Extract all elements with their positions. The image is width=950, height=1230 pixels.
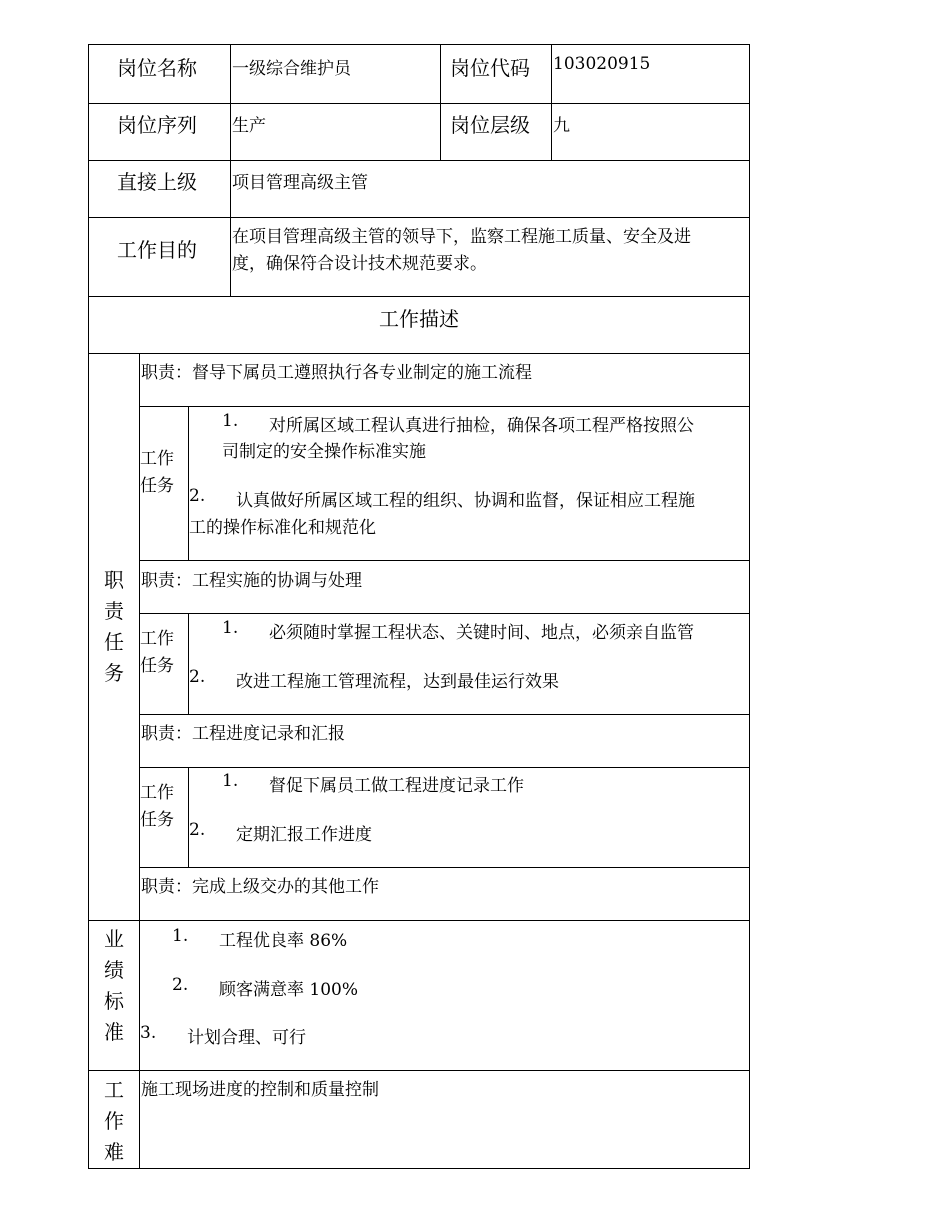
position-name-label: 岗位名称 [117, 56, 197, 80]
performance-item-2-number: 2. [172, 975, 189, 995]
duty-2-task-1-line1: 必须随时掌握工程状态、关键时间、地点，必须亲自监管 [269, 623, 694, 643]
position-name-value: 一级综合维护员 [232, 59, 351, 79]
work-purpose-line1: 在项目管理高级主管的领导下，监察工程施工质量、安全及进 [232, 227, 691, 247]
duty-2-task-label: 工作 任务 [140, 629, 174, 676]
direct-superior-value: 项目管理高级主管 [232, 173, 368, 193]
difficulty-text: 施工现场进度的控制和质量控制 [141, 1080, 379, 1100]
duty-3-task-1-line1: 督促下属员工做工程进度记录工作 [269, 776, 524, 796]
duty-1-task-2-line2: 工的操作标准化和规范化 [189, 518, 376, 538]
duty-1-title: 职责：督导下属员工遵照执行各专业制定的施工流程 [141, 363, 532, 383]
work-description-title: 工作描述 [379, 307, 459, 331]
position-level-value: 九 [553, 116, 570, 136]
duty-2-title: 职责：工程实施的协调与处理 [141, 571, 362, 591]
duty-3-task-label: 工作 任务 [140, 783, 174, 830]
duty-2-task-2-line1: 改进工程施工管理流程，达到最佳运行效果 [236, 672, 559, 692]
duty-3-task-2-line1: 定期汇报工作进度 [236, 825, 372, 845]
duty-1-task-label: 工作 任务 [140, 449, 174, 496]
duty-3-task-2-number: 2. [189, 820, 206, 840]
performance-item-1-text: 工程优良率 86% [219, 931, 348, 951]
duty-1-task-1-number: 1. [222, 411, 239, 431]
position-series-value: 生产 [232, 116, 266, 136]
work-purpose-label: 工作目的 [117, 238, 197, 262]
duty-1-task-2-line1: 认真做好所属区域工程的组织、协调和监督，保证相应工程施 [236, 491, 695, 511]
position-series-label: 岗位序列 [117, 113, 197, 137]
direct-superior-label: 直接上级 [117, 170, 197, 194]
duty-2-task-2-number: 2. [189, 667, 206, 687]
performance-item-3-text: 计划合理、可行 [187, 1028, 306, 1048]
position-level-label: 岗位层级 [450, 113, 530, 137]
performance-item-2-text: 顾客满意率 100% [219, 980, 359, 1000]
position-code-value: 103020915 [553, 54, 651, 74]
duty-4-title: 职责：完成上级交办的其他工作 [141, 877, 379, 897]
duty-2-task-1-number: 1. [222, 618, 239, 638]
performance-item-1-number: 1. [172, 926, 189, 946]
duty-3-title: 职责：工程进度记录和汇报 [141, 724, 345, 744]
duty-1-task-1-line1: 对所属区域工程认真进行抽检，确保各项工程严格按照公 [269, 416, 694, 436]
duty-3-task-1-number: 1. [222, 771, 239, 791]
duties-section-label: 职 责 任 务 [104, 568, 124, 685]
duty-1-task-2-number: 2. [189, 486, 206, 506]
difficulty-section-label: 工 作 难 [104, 1078, 124, 1164]
work-purpose-line2: 度，确保符合设计技术规范要求。 [232, 254, 487, 274]
duty-1-task-1-line2: 司制定的安全操作标准实施 [222, 442, 426, 462]
position-code-label: 岗位代码 [450, 56, 530, 80]
performance-item-3-number: 3. [140, 1023, 157, 1043]
performance-section-label: 业 绩 标 准 [104, 927, 124, 1044]
